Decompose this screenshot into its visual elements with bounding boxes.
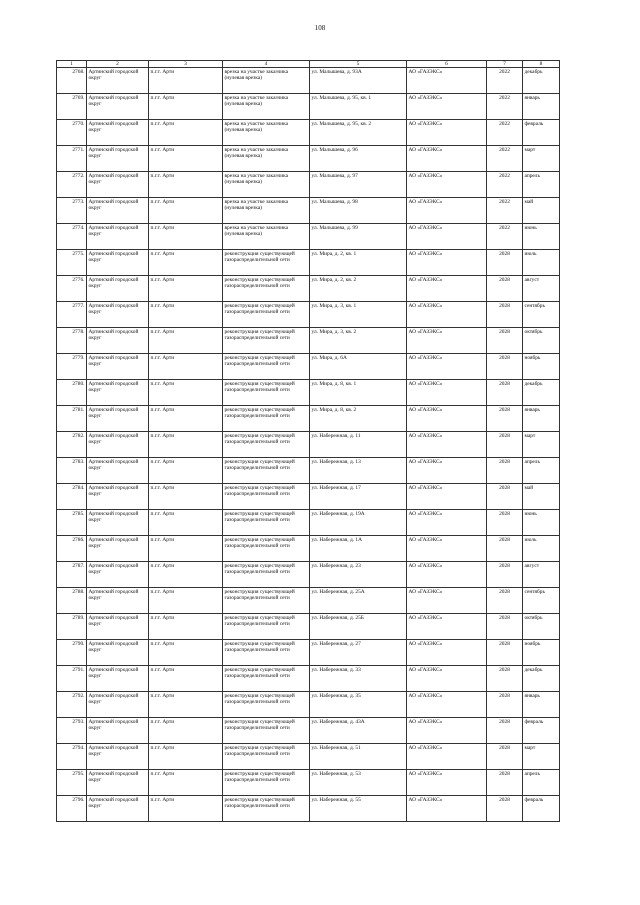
work-type-cell: реконструкция существующей газораспределительной сети (223, 588, 310, 614)
year-cell: 2022 (487, 146, 523, 172)
year-cell: 2028 (487, 406, 523, 432)
month-cell: январь (523, 692, 560, 718)
year-cell: 2028 (487, 354, 523, 380)
month-cell: июнь (523, 224, 560, 250)
month-cell: апрель (523, 458, 560, 484)
address-cell: ул. Набережная, д. 1А (310, 536, 407, 562)
organization-cell: АО «ГАЗЭКС» (407, 536, 487, 562)
month-cell: сентябрь (523, 302, 560, 328)
address-cell: ул. Набережная, д. 13 (310, 458, 407, 484)
settlement-cell: п.г.т. Арти (149, 484, 223, 510)
row-number: 2780. (57, 380, 87, 406)
table-row (57, 770, 560, 796)
col-header-1: 1 (57, 61, 87, 68)
settlement-cell: п.г.т. Арти (149, 276, 223, 302)
table-row (57, 536, 560, 562)
year-cell: 2028 (487, 432, 523, 458)
year-cell: 2028 (487, 328, 523, 354)
district-cell: Артинский городской округ (87, 718, 149, 744)
year-cell: 2028 (487, 458, 523, 484)
row-number: 2786. (57, 536, 87, 562)
month-cell: январь (523, 94, 560, 120)
col-header-3: 3 (149, 61, 223, 68)
row-number: 2768. (57, 68, 87, 94)
settlement-cell: п.г.т. Арти (149, 770, 223, 796)
month-cell: декабрь (523, 666, 560, 692)
year-cell: 2028 (487, 770, 523, 796)
work-type-cell: реконструкция существующей газораспределительной сети (223, 640, 310, 666)
address-cell: ул. Мира, д. 6А (310, 354, 407, 380)
work-type-cell: реконструкция существующей газораспределительной сети (223, 796, 310, 822)
settlement-cell: п.г.т. Арти (149, 250, 223, 276)
work-type-cell: реконструкция существующей газораспределительной сети (223, 770, 310, 796)
work-type-cell: реконструкция существующей газораспределительной сети (223, 432, 310, 458)
row-number: 2785. (57, 510, 87, 536)
settlement-cell: п.г.т. Арти (149, 796, 223, 822)
address-cell: ул. Мира, д. 3, кв. 1 (310, 302, 407, 328)
table-row (57, 198, 560, 224)
table-row (57, 692, 560, 718)
table-row (57, 224, 560, 250)
year-cell: 2028 (487, 640, 523, 666)
table-row (57, 328, 560, 354)
organization-cell: АО «ГАЗЭКС» (407, 120, 487, 146)
address-cell: ул. Малышева, д. 95, кв. 1 (310, 94, 407, 120)
page-number: 108 (314, 24, 326, 32)
year-cell: 2028 (487, 614, 523, 640)
row-number: 2792. (57, 692, 87, 718)
work-type-cell: реконструкция существующей газораспределительной сети (223, 250, 310, 276)
settlement-cell: п.г.т. Арти (149, 432, 223, 458)
organization-cell: АО «ГАЗЭКС» (407, 432, 487, 458)
year-cell: 2028 (487, 692, 523, 718)
district-cell: Артинский городской округ (87, 354, 149, 380)
settlement-cell: п.г.т. Арти (149, 614, 223, 640)
address-cell: ул. Набережная, д. 17 (310, 484, 407, 510)
work-type-cell: реконструкция существующей газораспределительной сети (223, 380, 310, 406)
work-type-cell: реконструкция существующей газораспределительной сети (223, 302, 310, 328)
settlement-cell: п.г.т. Арти (149, 172, 223, 198)
year-cell: 2028 (487, 562, 523, 588)
district-cell: Артинский городской округ (87, 302, 149, 328)
month-cell: декабрь (523, 380, 560, 406)
work-type-cell: реконструкция существующей газораспределительной сети (223, 328, 310, 354)
work-type-cell: реконструкция существующей газораспределительной сети (223, 354, 310, 380)
district-cell: Артинский городской округ (87, 744, 149, 770)
district-cell: Артинский городской округ (87, 666, 149, 692)
address-cell: ул. Набережная, д. 23 (310, 562, 407, 588)
organization-cell: АО «ГАЗЭКС» (407, 640, 487, 666)
organization-cell: АО «ГАЗЭКС» (407, 588, 487, 614)
organization-cell: АО «ГАЗЭКС» (407, 68, 487, 94)
organization-cell: АО «ГАЗЭКС» (407, 744, 487, 770)
row-number: 2783. (57, 458, 87, 484)
address-cell: ул. Набережная, д. 35 (310, 692, 407, 718)
address-cell: ул. Набережная, д. 25А (310, 588, 407, 614)
work-type-cell: врезка на участке заказчика (нулевая врезка) (223, 120, 310, 146)
year-cell: 2028 (487, 796, 523, 822)
organization-cell: АО «ГАЗЭКС» (407, 328, 487, 354)
district-cell: Артинский городской округ (87, 120, 149, 146)
year-cell: 2028 (487, 536, 523, 562)
year-cell: 2028 (487, 302, 523, 328)
work-type-cell: реконструкция существующей газораспределительной сети (223, 666, 310, 692)
row-number: 2781. (57, 406, 87, 432)
col-header-4: 4 (223, 61, 310, 68)
year-cell: 2028 (487, 666, 523, 692)
row-number: 2777. (57, 302, 87, 328)
year-cell: 2022 (487, 224, 523, 250)
month-cell: октябрь (523, 328, 560, 354)
month-cell: февраль (523, 796, 560, 822)
work-type-cell: врезка на участке заказчика (нулевая врезка) (223, 146, 310, 172)
settlement-cell: п.г.т. Арти (149, 120, 223, 146)
district-cell: Артинский городской округ (87, 250, 149, 276)
address-cell: ул. Малышева, д. 95, кв. 2 (310, 120, 407, 146)
work-type-cell: врезка на участке заказчика (нулевая врезка) (223, 94, 310, 120)
work-type-cell: реконструкция существующей газораспределительной сети (223, 510, 310, 536)
table-row (57, 406, 560, 432)
address-cell: ул. Набережная, д. 19А (310, 510, 407, 536)
row-number: 2776. (57, 276, 87, 302)
row-number: 2778. (57, 328, 87, 354)
table-row (57, 250, 560, 276)
month-cell: май (523, 198, 560, 224)
district-cell: Артинский городской округ (87, 146, 149, 172)
year-cell: 2028 (487, 718, 523, 744)
district-cell: Артинский городской округ (87, 536, 149, 562)
row-number: 2793. (57, 718, 87, 744)
table-row (57, 718, 560, 744)
address-cell: ул. Набережная, д. 33 (310, 666, 407, 692)
work-type-cell: врезка на участке заказчика (нулевая врезка) (223, 68, 310, 94)
table-row (57, 796, 560, 822)
organization-cell: АО «ГАЗЭКС» (407, 718, 487, 744)
year-cell: 2022 (487, 172, 523, 198)
address-cell: ул. Мира, д. 2, кв. 2 (310, 276, 407, 302)
month-cell: февраль (523, 120, 560, 146)
table-row (57, 172, 560, 198)
organization-cell: АО «ГАЗЭКС» (407, 614, 487, 640)
settlement-cell: п.г.т. Арти (149, 692, 223, 718)
year-cell: 2028 (487, 588, 523, 614)
table-row (57, 562, 560, 588)
month-cell: февраль (523, 718, 560, 744)
district-cell: Артинский городской округ (87, 484, 149, 510)
address-cell: ул. Набережная, д. 43А (310, 718, 407, 744)
district-cell: Артинский городской округ (87, 562, 149, 588)
month-cell: июль (523, 250, 560, 276)
organization-cell: АО «ГАЗЭКС» (407, 692, 487, 718)
month-cell: январь (523, 406, 560, 432)
row-number: 2790. (57, 640, 87, 666)
organization-cell: АО «ГАЗЭКС» (407, 94, 487, 120)
year-cell: 2028 (487, 510, 523, 536)
row-number: 2774. (57, 224, 87, 250)
table-row (57, 94, 560, 120)
address-cell: ул. Набережная, д. 11 (310, 432, 407, 458)
settlement-cell: п.г.т. Арти (149, 146, 223, 172)
organization-cell: АО «ГАЗЭКС» (407, 510, 487, 536)
settlement-cell: п.г.т. Арти (149, 588, 223, 614)
row-number: 2789. (57, 614, 87, 640)
table-row (57, 354, 560, 380)
district-cell: Артинский городской округ (87, 198, 149, 224)
row-number: 2770. (57, 120, 87, 146)
year-cell: 2028 (487, 744, 523, 770)
month-cell: апрель (523, 770, 560, 796)
work-type-cell: врезка на участке заказчика (нулевая врезка) (223, 224, 310, 250)
row-number: 2782. (57, 432, 87, 458)
district-cell: Артинский городской округ (87, 588, 149, 614)
table-row (57, 510, 560, 536)
month-cell: декабрь (523, 68, 560, 94)
address-cell: ул. Мира, д. 3, кв. 2 (310, 328, 407, 354)
month-cell: август (523, 562, 560, 588)
work-type-cell: реконструкция существующей газораспределительной сети (223, 484, 310, 510)
month-cell: октябрь (523, 614, 560, 640)
settlement-cell: п.г.т. Арти (149, 536, 223, 562)
work-type-cell: реконструкция существующей газораспределительной сети (223, 406, 310, 432)
table-row (57, 484, 560, 510)
work-type-cell: реконструкция существующей газораспределительной сети (223, 614, 310, 640)
month-cell: август (523, 276, 560, 302)
organization-cell: АО «ГАЗЭКС» (407, 406, 487, 432)
row-number: 2796. (57, 796, 87, 822)
settlement-cell: п.г.т. Арти (149, 302, 223, 328)
table-row (57, 302, 560, 328)
table-row (57, 666, 560, 692)
month-cell: июнь (523, 510, 560, 536)
row-number: 2772. (57, 172, 87, 198)
district-cell: Артинский городской округ (87, 458, 149, 484)
organization-cell: АО «ГАЗЭКС» (407, 770, 487, 796)
address-cell: ул. Мира, д. 8, кв. 1 (310, 380, 407, 406)
row-number: 2769. (57, 94, 87, 120)
header-row (57, 61, 560, 68)
table-body (57, 68, 560, 822)
district-cell: Артинский городской округ (87, 172, 149, 198)
organization-cell: АО «ГАЗЭКС» (407, 146, 487, 172)
district-cell: Артинский городской округ (87, 432, 149, 458)
row-number: 2795. (57, 770, 87, 796)
district-cell: Артинский городской округ (87, 328, 149, 354)
col-header-6: 6 (407, 61, 487, 68)
district-cell: Артинский городской округ (87, 94, 149, 120)
table-row (57, 588, 560, 614)
address-cell: ул. Набережная, д. 27 (310, 640, 407, 666)
settlement-cell: п.г.т. Арти (149, 458, 223, 484)
work-type-cell: реконструкция существующей газораспределительной сети (223, 562, 310, 588)
month-cell: ноябрь (523, 354, 560, 380)
year-cell: 2028 (487, 484, 523, 510)
address-cell: ул. Малышева, д. 93А (310, 68, 407, 94)
organization-cell: АО «ГАЗЭКС» (407, 796, 487, 822)
table-row (57, 380, 560, 406)
row-number: 2787. (57, 562, 87, 588)
address-cell: ул. Малышева, д. 98 (310, 198, 407, 224)
organization-cell: АО «ГАЗЭКС» (407, 198, 487, 224)
work-type-cell: реконструкция существующей газораспределительной сети (223, 692, 310, 718)
settlement-cell: п.г.т. Арти (149, 744, 223, 770)
settlement-cell: п.г.т. Арти (149, 354, 223, 380)
work-type-cell: реконструкция существующей газораспределительной сети (223, 718, 310, 744)
address-cell: ул. Мира, д. 8, кв. 2 (310, 406, 407, 432)
district-cell: Артинский городской округ (87, 276, 149, 302)
row-number: 2773. (57, 198, 87, 224)
settlement-cell: п.г.т. Арти (149, 380, 223, 406)
address-cell: ул. Мира, д. 2, кв. 1 (310, 250, 407, 276)
district-cell: Артинский городской округ (87, 640, 149, 666)
month-cell: май (523, 484, 560, 510)
table-row (57, 146, 560, 172)
row-number: 2784. (57, 484, 87, 510)
year-cell: 2022 (487, 94, 523, 120)
month-cell: март (523, 146, 560, 172)
year-cell: 2022 (487, 120, 523, 146)
district-cell: Артинский городской округ (87, 796, 149, 822)
district-cell: Артинский городской округ (87, 510, 149, 536)
row-number: 2788. (57, 588, 87, 614)
district-cell: Артинский городской округ (87, 770, 149, 796)
work-type-cell: врезка на участке заказчика (нулевая врезка) (223, 198, 310, 224)
col-header-2: 2 (87, 61, 149, 68)
col-header-7: 7 (487, 61, 523, 68)
settlement-cell: п.г.т. Арти (149, 640, 223, 666)
settlement-cell: п.г.т. Арти (149, 666, 223, 692)
address-cell: ул. Малышева, д. 99 (310, 224, 407, 250)
row-number: 2771. (57, 146, 87, 172)
year-cell: 2028 (487, 250, 523, 276)
organization-cell: АО «ГАЗЭКС» (407, 172, 487, 198)
organization-cell: АО «ГАЗЭКС» (407, 666, 487, 692)
work-type-cell: реконструкция существующей газораспределительной сети (223, 536, 310, 562)
month-cell: март (523, 432, 560, 458)
row-number: 2794. (57, 744, 87, 770)
table-row (57, 458, 560, 484)
address-cell: ул. Малышева, д. 97 (310, 172, 407, 198)
settlement-cell: п.г.т. Арти (149, 510, 223, 536)
settlement-cell: п.г.т. Арти (149, 198, 223, 224)
table-row (57, 640, 560, 666)
address-cell: ул. Малышева, д. 96 (310, 146, 407, 172)
organization-cell: АО «ГАЗЭКС» (407, 224, 487, 250)
settlement-cell: п.г.т. Арти (149, 94, 223, 120)
organization-cell: АО «ГАЗЭКС» (407, 562, 487, 588)
table-row (57, 744, 560, 770)
data-table (56, 60, 560, 822)
address-cell: ул. Набережная, д. 51 (310, 744, 407, 770)
work-type-cell: врезка на участке заказчика (нулевая врезка) (223, 172, 310, 198)
organization-cell: АО «ГАЗЭКС» (407, 484, 487, 510)
address-cell: ул. Набережная, д. 53 (310, 770, 407, 796)
table-row (57, 68, 560, 94)
table-row (57, 120, 560, 146)
year-cell: 2028 (487, 380, 523, 406)
district-cell: Артинский городской округ (87, 406, 149, 432)
work-type-cell: реконструкция существующей газораспределительной сети (223, 276, 310, 302)
settlement-cell: п.г.т. Арти (149, 718, 223, 744)
work-type-cell: реконструкция существующей газораспределительной сети (223, 458, 310, 484)
table-row (57, 614, 560, 640)
district-cell: Артинский городской округ (87, 224, 149, 250)
organization-cell: АО «ГАЗЭКС» (407, 380, 487, 406)
settlement-cell: п.г.т. Арти (149, 562, 223, 588)
month-cell: сентябрь (523, 588, 560, 614)
address-cell: ул. Набережная, д. 25Б (310, 614, 407, 640)
organization-cell: АО «ГАЗЭКС» (407, 302, 487, 328)
district-cell: Артинский городской округ (87, 614, 149, 640)
month-cell: март (523, 744, 560, 770)
settlement-cell: п.г.т. Арти (149, 406, 223, 432)
district-cell: Артинский городской округ (87, 380, 149, 406)
address-cell: ул. Набережная, д. 55 (310, 796, 407, 822)
month-cell: ноябрь (523, 640, 560, 666)
district-cell: Артинский городской округ (87, 692, 149, 718)
table-row (57, 276, 560, 302)
row-number: 2775. (57, 250, 87, 276)
year-cell: 2022 (487, 198, 523, 224)
organization-cell: АО «ГАЗЭКС» (407, 458, 487, 484)
organization-cell: АО «ГАЗЭКС» (407, 250, 487, 276)
col-header-5: 5 (310, 61, 407, 68)
district-cell: Артинский городской округ (87, 68, 149, 94)
organization-cell: АО «ГАЗЭКС» (407, 354, 487, 380)
settlement-cell: п.г.т. Арти (149, 224, 223, 250)
organization-cell: АО «ГАЗЭКС» (407, 276, 487, 302)
col-header-8: 8 (523, 61, 560, 68)
work-type-cell: реконструкция существующей газораспределительной сети (223, 744, 310, 770)
table-row (57, 432, 560, 458)
year-cell: 2022 (487, 68, 523, 94)
month-cell: апрель (523, 172, 560, 198)
settlement-cell: п.г.т. Арти (149, 68, 223, 94)
row-number: 2779. (57, 354, 87, 380)
month-cell: июль (523, 536, 560, 562)
row-number: 2791. (57, 666, 87, 692)
year-cell: 2028 (487, 276, 523, 302)
settlement-cell: п.г.т. Арти (149, 328, 223, 354)
